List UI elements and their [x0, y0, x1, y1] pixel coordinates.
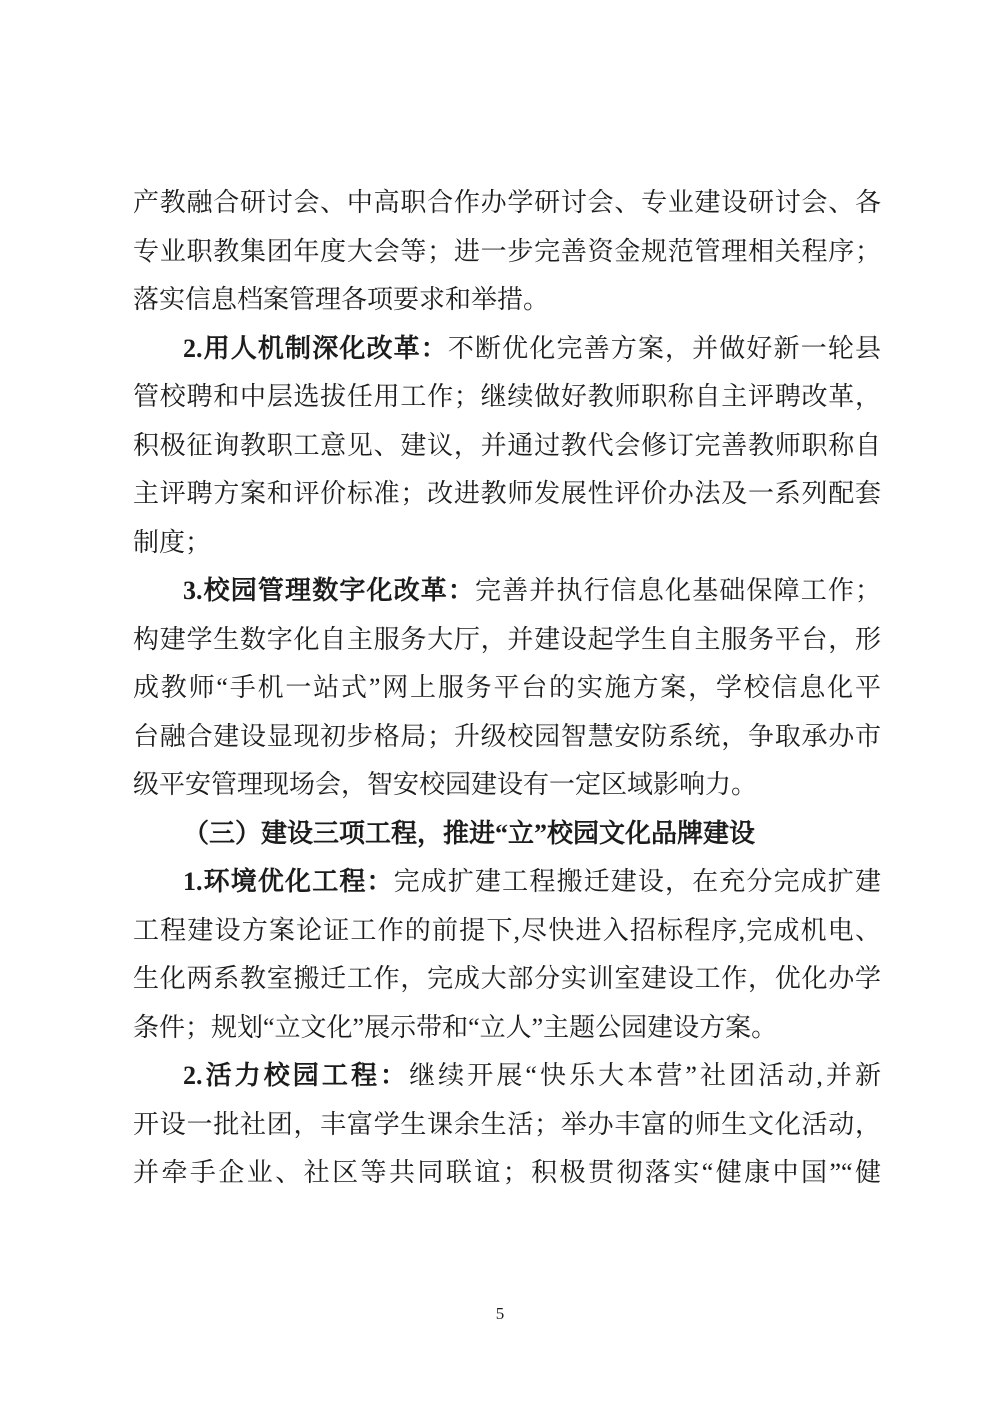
text-line: [133, 1149, 881, 1198]
body-text: 产教融合研讨会、中高职合作办学研讨会、专业建设研讨会、各: [133, 188, 881, 217]
text-line: [133, 664, 881, 713]
text-line: [133, 567, 881, 616]
text-line: [133, 1052, 881, 1101]
text-line: [133, 422, 881, 471]
body-text: 制度；: [133, 527, 212, 557]
body-text: 开设一批社团，丰富学生课余生活；举办丰富的师生文化活动，: [133, 1109, 881, 1139]
text-line: [133, 325, 881, 374]
body-text: 生化两系教室搬迁工作，完成大部分实训室建设工作，优化办学: [133, 964, 881, 993]
body-text: 专业职教集团年度大会等；进一步完善资金规范管理相关程序；: [133, 236, 881, 266]
heading-text: 3.校园管理数字化改革：: [183, 576, 476, 605]
text-line: [133, 616, 881, 665]
text-line: [133, 228, 881, 277]
body-text: 构建学生数字化自主服务大厅，并建设起学生自主服务平台，形: [133, 624, 881, 654]
text-line: [133, 810, 881, 859]
heading-text: 1.环境优化工程：: [183, 867, 394, 896]
text-block: [133, 179, 881, 1198]
body-text: 主评聘方案和评价标准；改进教师发展性评价办法及一系列配套: [133, 479, 881, 508]
body-text: 完善并执行信息化基础保障工作；: [475, 576, 881, 605]
heading-text: （三）建设三项工程，推进“立”校园文化品牌建设: [183, 818, 756, 848]
text-line: [133, 519, 881, 568]
text-line: [133, 179, 881, 228]
body-text: 管校聘和中层选拔任用工作；继续做好教师职称自主评聘改革，: [133, 382, 881, 411]
heading-text: 2.用人机制深化改革：: [183, 333, 448, 363]
body-text: 级平安管理现场会，智安校园建设有一定区域影响力。: [133, 770, 758, 799]
body-text: 继续开展“快乐大本营”社团活动,并新: [409, 1061, 881, 1090]
page-footer: [0, 1303, 1000, 1325]
body-text: 落实信息档案管理各项要求和举措。: [133, 285, 550, 314]
heading-text: 2.活力校园工程：: [183, 1061, 410, 1090]
page-number: 5: [495, 1304, 505, 1323]
text-line: [133, 276, 881, 325]
body-text: 台融合建设显现初步格局；升级校园智慧安防系统，争取承办市: [133, 721, 881, 751]
text-line: [133, 1101, 881, 1150]
text-line: [133, 858, 881, 907]
text-line: [133, 955, 881, 1004]
body-text: 不断优化完善方案，并做好新一轮县: [447, 333, 881, 363]
text-line: [133, 470, 881, 519]
body-text: 条件；规划“立文化”展示带和“立人”主题公园建设方案。: [133, 1012, 778, 1042]
text-line: [133, 373, 881, 422]
body-text: 完成扩建工程搬迁建设，在充分完成扩建: [393, 867, 881, 896]
body-text: 并牵手企业、社区等共同联谊；积极贯彻落实“健康中国”“健: [133, 1158, 881, 1187]
body-text: 成教师“手机一站式”网上服务平台的实施方案，学校信息化平: [133, 673, 881, 702]
text-line: [133, 713, 881, 762]
body-text: 积极征询教职工意见、建议，并通过教代会修订完善教师职称自: [133, 430, 881, 460]
text-line: [133, 907, 881, 956]
body-text: 工程建设方案论证工作的前提下,尽快进入招标程序,完成机电、: [133, 915, 881, 945]
text-line: [133, 1004, 881, 1053]
text-line: [133, 761, 881, 810]
